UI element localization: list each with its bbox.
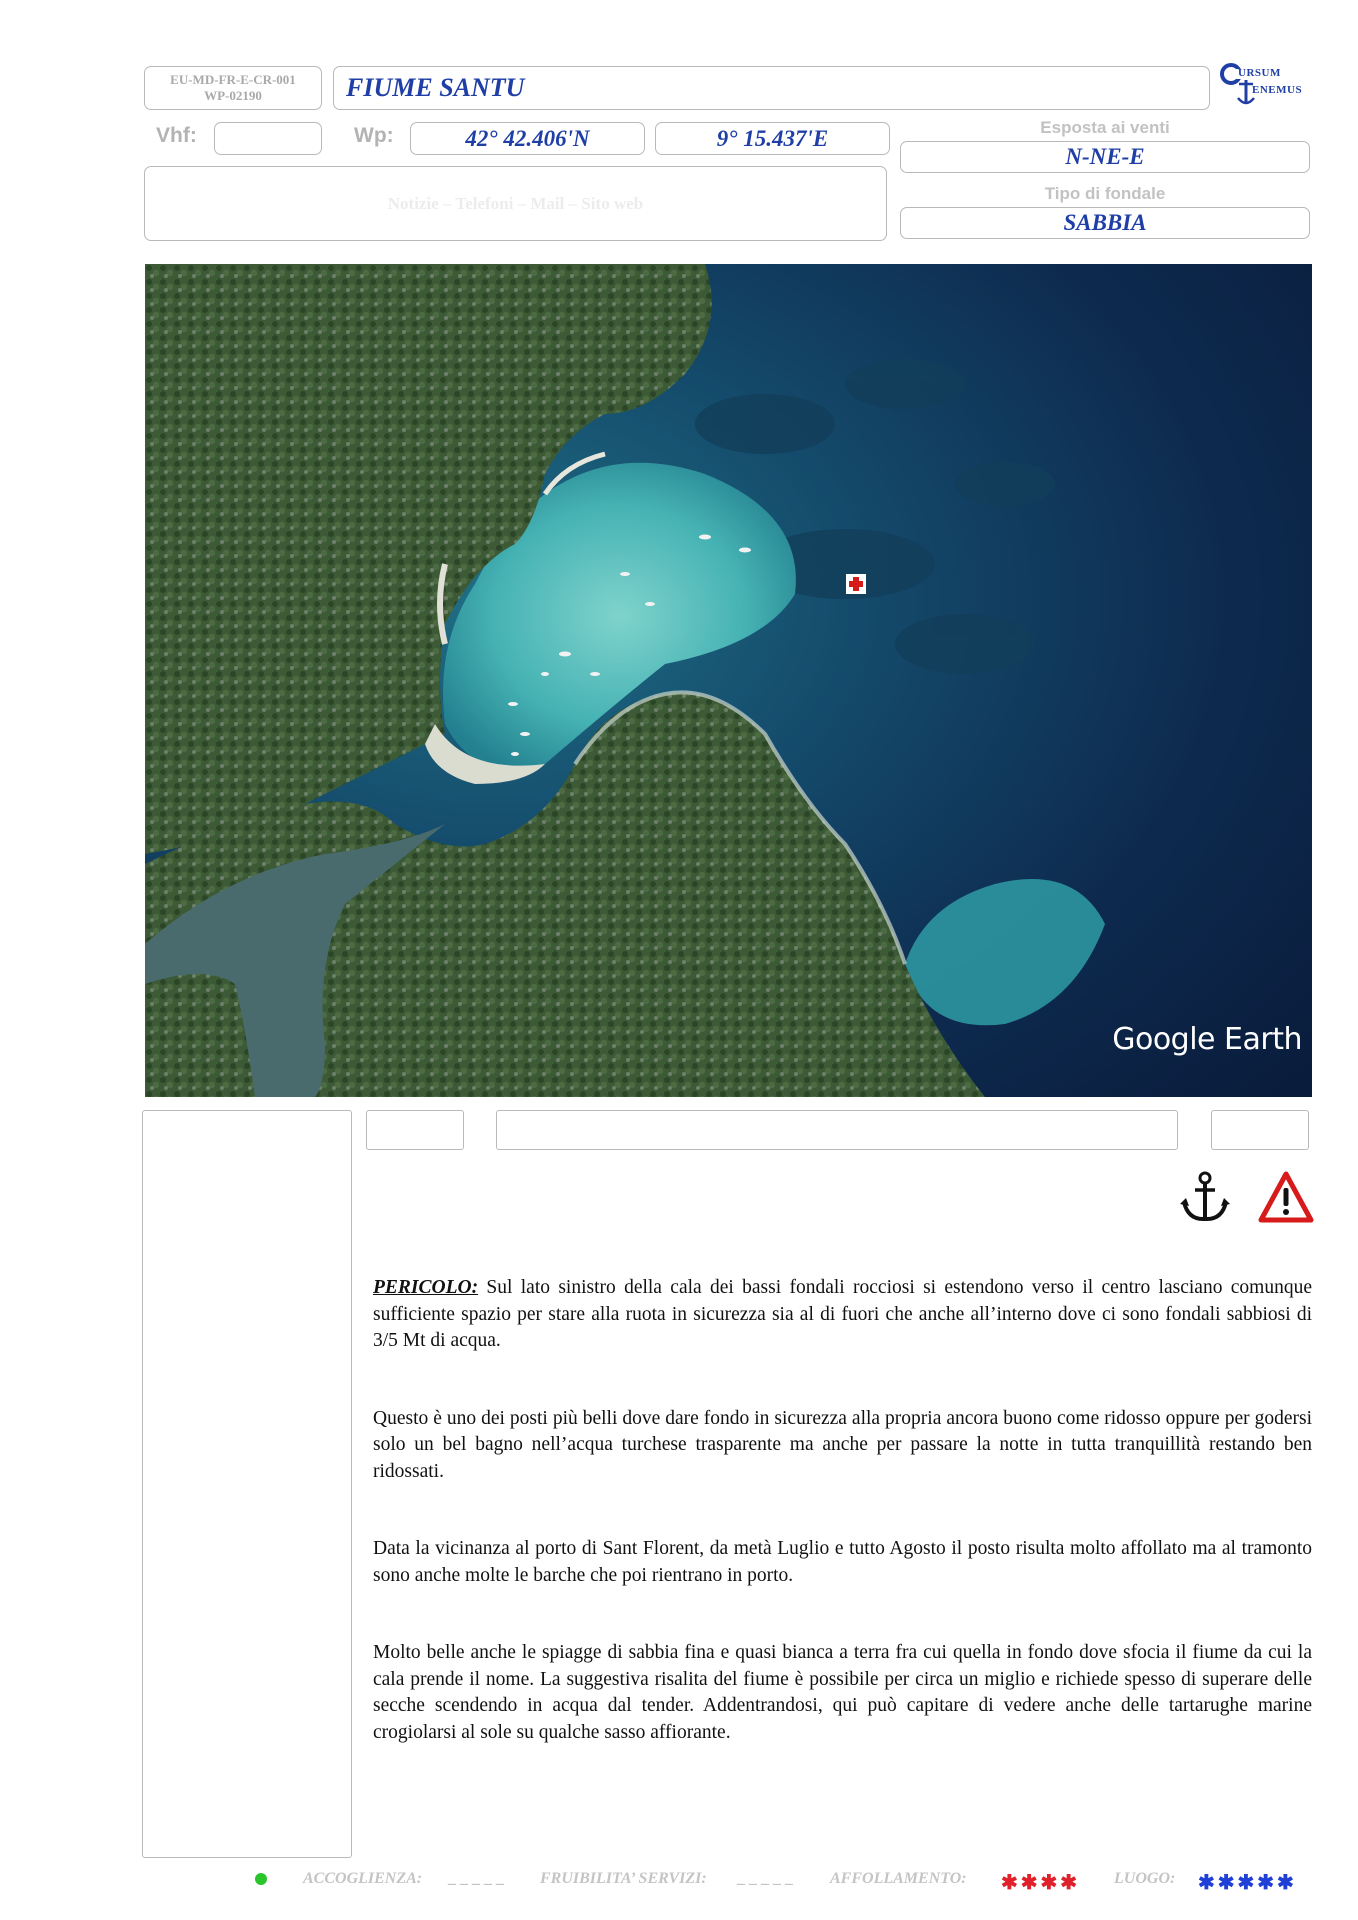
title-box [333, 66, 1210, 110]
info-box-left [366, 1110, 464, 1150]
logo-text-top: URSUM [1238, 67, 1281, 79]
satellite-image [145, 264, 1312, 1097]
google-earth-watermark: Google Earth [1112, 1022, 1302, 1057]
contacts-field [144, 166, 887, 241]
document-code-box [144, 66, 322, 110]
affollamento-label: AFFOLLAMENTO: [830, 1870, 967, 1887]
description-text [373, 1275, 1312, 1797]
affollamento-stars: ✱✱✱✱ [1001, 1872, 1081, 1894]
info-box-right [1211, 1110, 1309, 1150]
luogo-stars: ✱✱✱✱✱ [1198, 1872, 1297, 1894]
longitude-field [655, 122, 890, 155]
seabed-type-field [900, 207, 1310, 239]
fruibilita-value: _ _ _ _ _ [738, 1870, 794, 1887]
document-code: EU-MD-FR-E-CR-001 [170, 72, 296, 87]
danger-text: Sul lato sinistro della cala dei bassi fondali rocciosi si estendono verso il centro lasciano comunque sufficiente spazio per stare alla ruota in sicurezza sia al di fuori che anche all’interno dove ci sono fondali sabbiosi di 3/5 Mt di acqua. [373, 1277, 1312, 1351]
paragraph-2: Questo è uno dei posti più belli dove dare fondo in sicurezza alla propria ancora buono come ridosso oppure per godersi solo un bel bagno nell’acqua turchese trasparente ma anche per passare la notte in tutta tranquillità restando ben ridossati. [373, 1407, 1312, 1482]
paragraph-4: Molto belle anche le spiagge di sabbia fina e quasi bianca a terra fra cui quella in fondo dove sfocia il fiume da cui la cala prende il nome. La suggestiva risalita del fiume è possibile per circa un miglio e richiede spesso di superare delle secche scendendo in acqua dal tender. Addentrandosi, qui può capitare di vedere anche delle tartarughe marine crogiolarsi al sole su qualche sasso affiorante. [373, 1642, 1312, 1743]
paragraph-3: Data la vicinanza al porto di Sant Florent, da metà Luglio e tutto Agosto il posto risulta molto affollato ma al tramonto sono anche molte le barche che poi rientrano in porto. [373, 1538, 1312, 1586]
side-panel [142, 1110, 352, 1858]
waypoint-label: Wp: [354, 124, 394, 147]
wind-exposure-label: Esposta ai venti [1040, 118, 1170, 137]
satellite-map [145, 264, 1312, 1097]
vhf-label: Vhf: [156, 124, 197, 147]
wind-exposure-field [900, 141, 1310, 173]
status-dot [255, 1873, 267, 1885]
vhf-field [214, 122, 322, 155]
accoglienza-value: _ _ _ _ _ [449, 1870, 505, 1887]
waypoint-code: WP-02190 [204, 88, 262, 103]
ratings-footer [0, 1868, 1358, 1892]
seabed-type-value: SABBIA [1063, 210, 1147, 235]
danger-label: PERICOLO: [373, 1277, 479, 1298]
danger-paragraph [373, 1275, 1312, 1355]
wind-exposure-value: N-NE-E [1065, 144, 1145, 169]
logo-text-bottom: ENEMUS [1252, 84, 1303, 96]
page-title: FIUME SANTU [346, 73, 525, 102]
contacts-placeholder: Notizie – Telefoni – Mail – Sito web [387, 193, 644, 213]
anchor-icon [1178, 1170, 1232, 1224]
latitude-value: 42° 42.406'N [465, 125, 590, 151]
accoglienza-label: ACCOGLIENZA: [303, 1870, 423, 1887]
info-box-center [496, 1110, 1178, 1150]
cursum-tenemus-logo [1218, 60, 1310, 108]
latitude-field [410, 122, 645, 155]
longitude-value: 9° 15.437'E [716, 125, 829, 151]
warning-icon [1258, 1170, 1314, 1224]
fruibilita-label: FRUIBILITA’ SERVIZI: [540, 1870, 707, 1887]
seabed-type-label: Tipo di fondale [1044, 184, 1166, 203]
hospital-cross-icon [846, 574, 866, 594]
luogo-label: LUOGO: [1114, 1870, 1176, 1887]
